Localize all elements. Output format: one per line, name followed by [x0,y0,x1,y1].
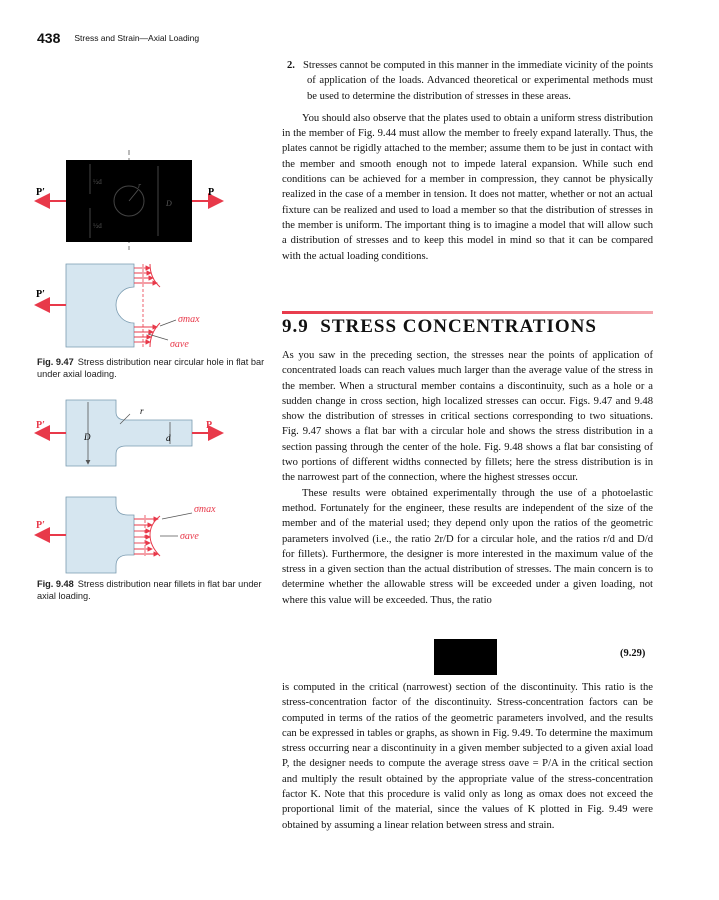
fig47-load-right-label: P [208,187,215,198]
fig47-sigma-max: σmax [178,314,200,325]
section-heading: 9.9 STRESS CONCENTRATIONS [282,316,597,337]
fig48-bar-diagram [36,400,220,466]
page-number: 438 [37,30,61,46]
paragraph-results: These results were obtained experimentally through the use of a photoelastic method. Fortunately for the engineer, these results are independent of the size of the member and of the material used; they depend only upon the ratios of the geometric parameters involved (i.e., the ratio 2r/D for a circular hole, and the ratios r/d and D/d for fillets). Furthermore, the designer is more interested in the maximum value of the stress in a given section than the actual distribution of stresses. The main concern is to determine whether the allowable stress will be exceeded under a given loading, not where this value will be exceeded. Thus, the ratio [282,487,653,606]
fig48-half-bar [66,497,134,573]
fig48-dim-D: D [84,432,91,442]
fig48-dim-r: r [140,406,144,416]
fig47-dim-r: r [138,181,142,190]
fig47-sigma-ave: σave [170,339,189,350]
fig48-stress-diagram [36,497,216,573]
paragraph-computed: is computed in the critical (narrowest) section of the discontinuity. This ratio is the stress-concentration factor of the discontinuity. Stress-concentration factors can be computed in terms of the ratios of the geometric parameters involved, and the results can be expressed in tables or graphs, as shown in Fig. 9.49. To determine the maximum stress occurring near a discontinuity in a given member subjected to a given axial load P, the designer needs to compute the average stress σave = P/A in the critical section and multiply the result obtained by the appropriate value of the stress-concentration factor K. Note that this procedure is valid only as long as σmax does not exceed the proportional limit of the material, since the values of K plotted in Fig. 9.49 were obtained by assuming a linear relation between stress and strain. [282,682,653,831]
fig47-dim-d-half-bottom: ½d [93,222,102,230]
fig48-dim-d: d [166,433,171,443]
fig48-lower-load-label: P′ [36,520,45,531]
fig47-plate-diagram [36,150,220,250]
fig47-stress-diagram [36,264,200,350]
fig48-load-right-label: P [206,420,213,431]
fig48-sigma-ave: σave [180,531,199,542]
fig47-dim-D: D [166,199,172,208]
paragraph-observe: You should also observe that the plates used to obtain a uniform stress distribution in the member of Fig. 9.44 must allow the member to freely expand laterally. Thus, the plates cannot be rigidly attached to the member; assume them to be just in contact with the member and smooth enough not to impede lateral expansion. While such end conditions can be achieved for a member in compression, they cannot be physically realized in the case of a member in tension. It does not matter, whether or not an actual fixture can be realized and used to load a member so that the distribution of stresses in the member is uniform. The important thing is to imagine a model that will allow such a distribution of stresses and to keep this model in mind so that it can be compared with the actual loading conditions. [282,112,653,262]
fig47-load-left-label: P′ [36,187,45,198]
fig48-load-left-label: P′ [36,420,45,431]
fig48-sigma-max: σmax [194,504,216,515]
equation-number: (9.29) [620,648,646,659]
running-head: Stress and Strain—Axial Loading [74,33,200,43]
fig47-half-plate [66,264,134,347]
fig47-dim-d-half-top: ½d [93,178,102,186]
figure-caption-9-47: Fig. 9.47 Stress distribution near circular hole in flat bar under axial loading. [37,357,265,379]
list-item-2: 2. Stresses cannot be computed in this manner in the immediate vicinity of the points of application of the loads. Advanced theoretical or experimental methods must be used to determine the distribution of stresses in these areas. [287,60,653,102]
paragraph-concentrated: As you saw in the preceding section, the stresses near the points of application of concentrated loads can reach values much larger than the average value of the stress in the member. When a structural member contains a discontinuity, such as a hole or a sudden change in cross section, high localized stresses can occur. Figs. 9.47 and 9.48 show the distribution of stresses in critical sections corresponding to two situations. Fig. 9.47 shows a flat bar with a circular hole and shows the stress distribution in a section passing through the center of the hole. Fig. 9.48 shows a flat bar consisting of two portions of different widths connected by fillets; here the stress distribution is in the narrowest part of the connection, where the highest stresses occur. [282,350,653,484]
fig47-lower-load-label: P′ [36,289,45,300]
figure-caption-9-48: Fig. 9.48 Stress distribution near fillets in flat bar under axial loading. [37,579,262,601]
